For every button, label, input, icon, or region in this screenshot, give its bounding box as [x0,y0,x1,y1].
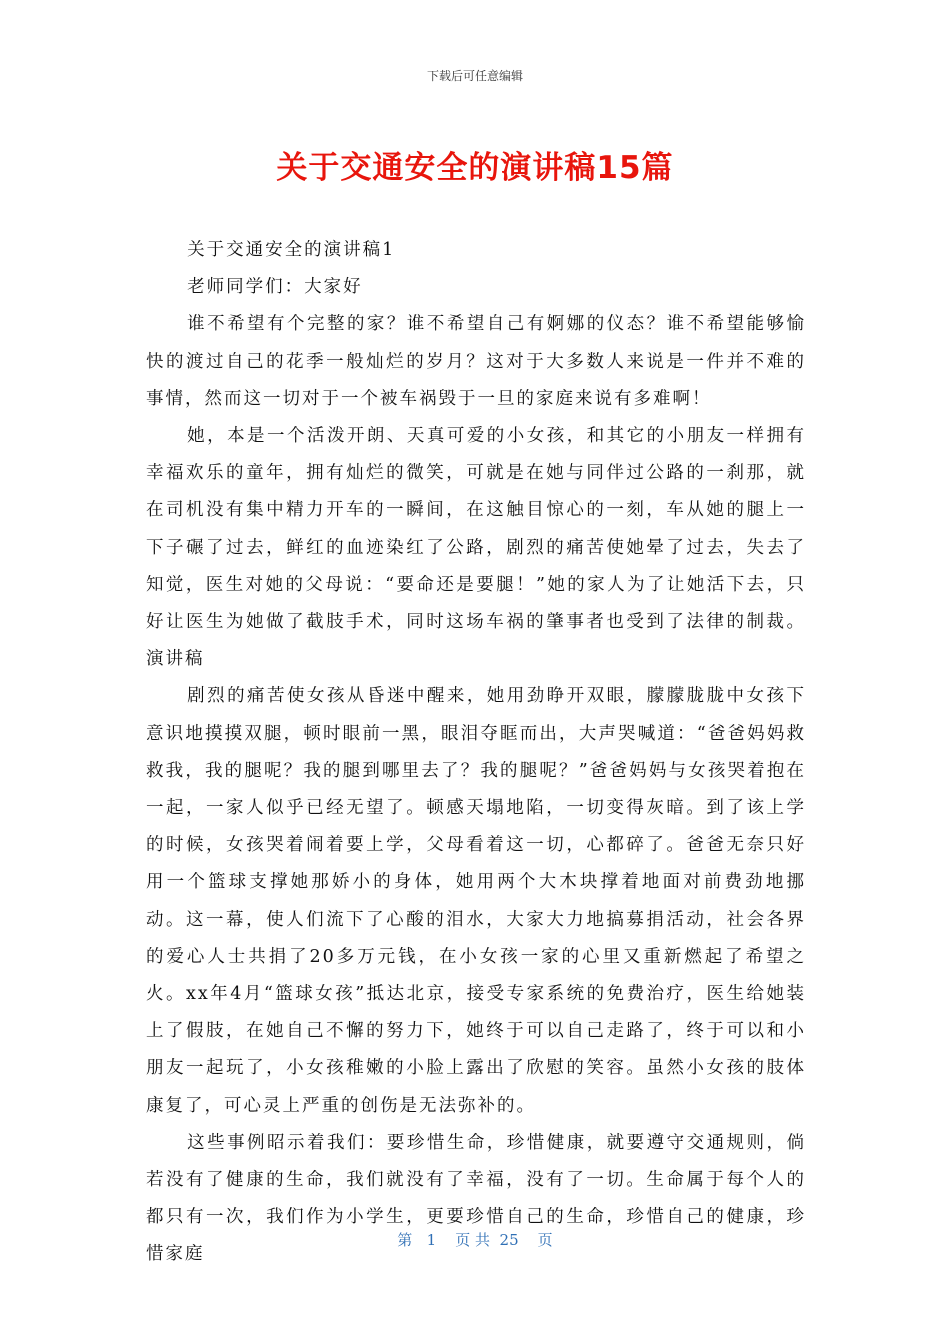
paragraph: 她，本是一个活泼开朗、天真可爱的小女孩，和其它的小朋友一样拥有幸福欢乐的童年，拥有灿烂的微笑，可就是在她与同伴过公路的一刹那，就在司机没有集中精力开车的一瞬间，在这触目惊心的一刻，车从她的腿上一下子碾了过去，鲜红的血迹染红了公路，剧烈的痛苦使她晕了过去，失去了知觉，医生对她的父母说：“要命还是要腿！”她的家人为了让她活下去，只好让医生为她做了截肢手术，同时这场车祸的肇事者也受到了法律的制裁。演讲稿 [146,426,806,670]
section-heading: 关于交通安全的演讲稿1 [187,240,396,260]
header-note: 下载后可任意编辑 [426,69,523,83]
paragraph: 谁不希望有个完整的家？谁不希望自己有婀娜的仪态？谁不希望能够愉快的渡过自己的花季一般灿烂的岁月？这对于大多数人来说是一件并不难的事情，然而这一切对于一个被车祸毁于一旦的家庭来说有多难啊！ [146,314,806,409]
page-number: 第 1 页 共 25 页 [397,1231,553,1249]
salutation: 老师同学们：大家好 [187,277,363,298]
paragraph: 剧烈的痛苦使女孩从昏迷中醒来，她用劲睁开双眼，朦朦胧胧中女孩下意识地摸摸双腿，顿时眼前一黑，眼泪夺眶而出，大声哭喊道：“爸爸妈妈救救我，我的腿呢？我的腿到哪里去了？我的腿呢？”爸爸妈妈与女孩哭着抱在一起，一家人似乎已经无望了。顿感天塌地陷，一切变得灰暗。到了该上学的时候，女孩哭着闹着要上学，父母看着这一切，心都碎了。爸爸无奈只好用一个篮球支撑她那娇小的身体，她用两个大木块撑着地面对前费劲地挪动。这一幕，使人们流下了心酸的泪水，大家大力地搞募捐活动，社会各界的爱心人士共捐了20多万元钱，在小女孩一家的心里又重新燃起了希望之火。xx年4月“篮球女孩”抵达北京，接受专家系统的免费治疗，医生给她装上了假肢，在她自己不懈的努力下，她终于可以自己走路了，终于可以和小朋友一起玩了，小女孩稚嫩的小脸上露出了欣慰的笑容。虽然小女孩的肢体康复了，可心灵上严重的创伤是无法弥补的。 [146,686,806,1116]
document-body [146,232,806,1274]
document-title: 关于交通安全的演讲稿15篇 [276,150,674,186]
paragraph: 这些事例昭示着我们：要珍惜生命，珍惜健康，就要遵守交通规则，倘若没有了健康的生命，我们就没有了幸福，没有了一切。生命属于每个人的都只有一次，我们作为小学生，更要珍惜自己的生命，珍惜自己的健康，珍惜家庭 [146,1132,806,1265]
